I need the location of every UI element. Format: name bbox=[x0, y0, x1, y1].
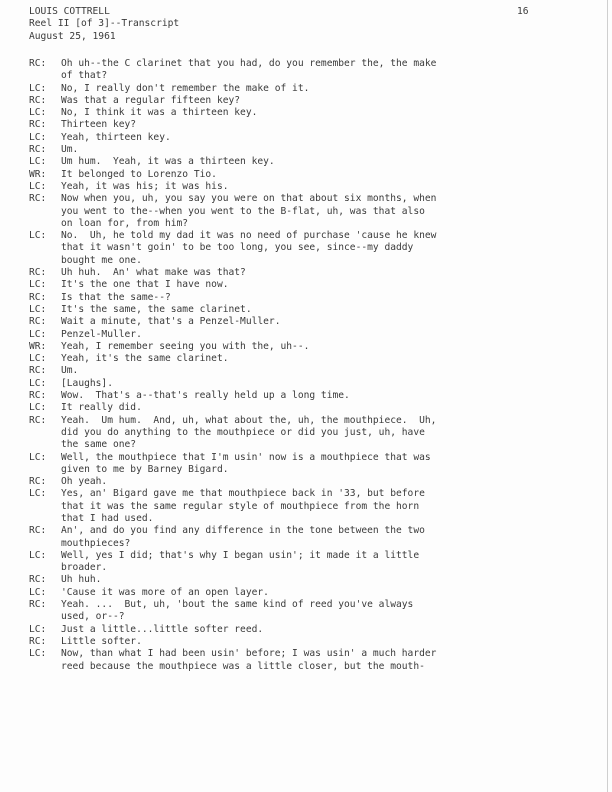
transcript-line bbox=[29, 132, 569, 144]
speaker-label: LC: bbox=[29, 549, 47, 561]
speaker-label: LC: bbox=[29, 303, 47, 315]
utterance-text: Now, than what I had been usin' before; I was usin' a much harder bbox=[61, 648, 437, 660]
speaker-label bbox=[29, 611, 61, 623]
utterance-text: Was that a regular fifteen key? bbox=[61, 94, 241, 106]
utterance-text: Yeah. Um hum. And, uh, what about the, uh, the mouthpiece. Uh, bbox=[61, 414, 437, 426]
utterance-text: Thirteen key? bbox=[61, 119, 137, 131]
speaker-label: RC: bbox=[29, 291, 47, 303]
transcript-line bbox=[29, 206, 569, 218]
transcript-line bbox=[29, 476, 569, 488]
speaker-label bbox=[29, 242, 61, 254]
transcript-line bbox=[29, 402, 569, 414]
utterance-text: Yeah, it's the same clarinet. bbox=[61, 353, 229, 365]
speaker-label bbox=[29, 661, 61, 673]
transcript-line bbox=[29, 156, 569, 168]
speaker-label: LC: bbox=[29, 402, 47, 414]
utterance-text: Yeah, I remember seeing you with the, uh--. bbox=[61, 340, 310, 352]
transcript-line bbox=[29, 562, 569, 574]
transcript-line bbox=[29, 488, 569, 500]
transcript-line bbox=[29, 525, 569, 537]
speaker-label bbox=[29, 206, 61, 218]
utterance-text: did you do anything to the mouthpiece or did you just, uh, have bbox=[61, 426, 425, 438]
utterance-text: Penzel-Muller. bbox=[61, 328, 142, 340]
transcript-line bbox=[29, 353, 569, 365]
utterance-text: of that? bbox=[61, 70, 108, 82]
utterance-text: Now when you, uh, you say you were on that about six months, when bbox=[61, 193, 437, 205]
utterance-text: It's the same, the same clarinet. bbox=[61, 303, 252, 315]
speaker-label: LC: bbox=[29, 131, 47, 143]
speaker-label: LC: bbox=[29, 156, 47, 168]
speaker-label: LC: bbox=[29, 279, 47, 291]
transcript-line bbox=[29, 464, 569, 476]
utterance-text: that I had used. bbox=[61, 512, 154, 524]
transcript-line bbox=[29, 378, 569, 390]
transcript-line bbox=[29, 218, 569, 230]
transcript-line bbox=[29, 83, 569, 95]
utterance-text: Yeah. ... But, uh, 'bout the same kind of reed you've always bbox=[61, 599, 414, 611]
utterance-text: Yeah, it was his; it was his. bbox=[61, 180, 229, 192]
utterance-text: It's the one that I have now. bbox=[61, 279, 229, 291]
document-header bbox=[29, 6, 179, 43]
speaker-label: RC: bbox=[29, 144, 47, 156]
utterance-text: Is that the same--? bbox=[61, 291, 171, 303]
utterance-text: An', and do you find any difference in the tone between the two bbox=[61, 525, 425, 537]
transcript-line bbox=[29, 587, 569, 599]
transcript-line bbox=[29, 255, 569, 267]
transcript-line bbox=[29, 70, 569, 82]
speaker-label bbox=[29, 439, 61, 451]
transcript-line bbox=[29, 230, 569, 242]
transcript-body bbox=[29, 58, 569, 673]
transcript-line bbox=[29, 611, 569, 623]
interviewee-name: LOUIS COTTRELL bbox=[29, 6, 110, 17]
utterance-text: Wait a minute, that's a Penzel-Muller. bbox=[61, 316, 281, 328]
utterance-text: the same one? bbox=[61, 439, 137, 451]
transcript-line bbox=[29, 119, 569, 131]
speaker-label: LC: bbox=[29, 488, 47, 500]
speaker-label: LC: bbox=[29, 107, 47, 119]
utterance-text: Well, yes I did; that's why I began usin'; it made it a little bbox=[61, 549, 420, 561]
transcript-line bbox=[29, 341, 569, 353]
reel-label: Reel II [of 3]--Transcript bbox=[29, 18, 180, 30]
transcript-line bbox=[29, 661, 569, 673]
speaker-label: LC: bbox=[29, 230, 47, 242]
speaker-label: RC: bbox=[29, 574, 47, 586]
speaker-label: RC: bbox=[29, 58, 47, 69]
transcript-line bbox=[29, 304, 569, 316]
utterance-text: Um. bbox=[61, 365, 79, 377]
transcript-line bbox=[29, 439, 569, 451]
speaker-label: LC: bbox=[29, 623, 47, 635]
speaker-label bbox=[29, 218, 61, 230]
transcript-line bbox=[29, 267, 569, 279]
speaker-label bbox=[29, 501, 61, 513]
transcript-line bbox=[29, 365, 569, 377]
utterance-text: Um hum. Yeah, it was a thirteen key. bbox=[61, 156, 275, 168]
speaker-label: WR: bbox=[29, 168, 47, 180]
utterance-text: Yes, an' Bigard gave me that mouthpiece back in '33, but before bbox=[61, 488, 425, 500]
speaker-label: LC: bbox=[29, 648, 47, 660]
speaker-label: LC: bbox=[29, 377, 47, 389]
utterance-text: Little softer. bbox=[61, 635, 142, 647]
page-number: 16 bbox=[517, 6, 529, 17]
transcript-line bbox=[29, 513, 569, 525]
speaker-label: WR: bbox=[29, 340, 47, 352]
transcript-line bbox=[29, 329, 569, 341]
utterance-text: on loan for, from him? bbox=[61, 217, 189, 229]
utterance-text: Well, the mouthpiece that I'm usin' now is a mouthpiece that was bbox=[61, 451, 431, 463]
speaker-label: RC: bbox=[29, 476, 47, 488]
transcript-line bbox=[29, 427, 569, 439]
transcript-line bbox=[29, 550, 569, 562]
scan-edge bbox=[607, 0, 608, 792]
speaker-label bbox=[29, 538, 61, 550]
transcript-line bbox=[29, 316, 569, 328]
transcript-line bbox=[29, 538, 569, 550]
speaker-label: LC: bbox=[29, 451, 47, 463]
utterance-text: that it wasn't goin' to be too long, you see, since--my daddy bbox=[61, 242, 414, 254]
speaker-label: RC: bbox=[29, 599, 47, 611]
speaker-label bbox=[29, 464, 61, 476]
interview-date: August 25, 1961 bbox=[29, 30, 116, 42]
transcript-line bbox=[29, 390, 569, 402]
transcript-line bbox=[29, 292, 569, 304]
utterance-text: [Laughs]. bbox=[61, 377, 113, 389]
utterance-text: No. Uh, he told my dad it was no need of purchase 'cause he knew bbox=[61, 230, 437, 242]
utterance-text: Uh huh. bbox=[61, 574, 102, 586]
speaker-label bbox=[29, 513, 61, 525]
speaker-label bbox=[29, 255, 61, 267]
transcript-line bbox=[29, 107, 569, 119]
utterance-text: Wow. That's a--that's really held up a long time. bbox=[61, 390, 350, 402]
transcript-line bbox=[29, 415, 569, 427]
speaker-label: RC: bbox=[29, 525, 47, 537]
speaker-label: RC: bbox=[29, 94, 47, 106]
utterance-text: Just a little...little softer reed. bbox=[61, 623, 264, 635]
utterance-text: you went to the--when you went to the B-flat, uh, was that also bbox=[61, 205, 425, 217]
utterance-text: No, I really don't remember the make of it. bbox=[61, 82, 310, 94]
speaker-label: LC: bbox=[29, 180, 47, 192]
transcript-line bbox=[29, 169, 569, 181]
utterance-text: Um. bbox=[61, 144, 79, 156]
utterance-text: Oh uh--the C clarinet that you had, do you remember the, the make bbox=[61, 58, 437, 69]
speaker-label: RC: bbox=[29, 119, 47, 131]
transcript-line bbox=[29, 574, 569, 586]
speaker-label bbox=[29, 427, 61, 439]
transcript-line bbox=[29, 181, 569, 193]
speaker-label: LC: bbox=[29, 353, 47, 365]
utterance-text: given to me by Barney Bigard. bbox=[61, 463, 229, 475]
transcript-line bbox=[29, 452, 569, 464]
utterance-text: broader. bbox=[61, 562, 108, 574]
utterance-text: mouthpieces? bbox=[61, 537, 131, 549]
transcript-line bbox=[29, 144, 569, 156]
transcript-line bbox=[29, 279, 569, 291]
utterance-text: Yeah, thirteen key. bbox=[61, 131, 171, 143]
transcript-line bbox=[29, 242, 569, 254]
speaker-label: RC: bbox=[29, 267, 47, 279]
transcript-line bbox=[29, 599, 569, 611]
utterance-text: 'Cause it was more of an open layer. bbox=[61, 586, 269, 598]
utterance-text: used, or--? bbox=[61, 611, 125, 623]
utterance-text: bought me one. bbox=[61, 254, 142, 266]
utterance-text: reed because the mouthpiece was a little closer, but the mouth- bbox=[61, 660, 425, 672]
speaker-label: RC: bbox=[29, 390, 47, 402]
speaker-label: LC: bbox=[29, 82, 47, 94]
utterance-text: Oh yeah. bbox=[61, 476, 108, 488]
speaker-label: RC: bbox=[29, 414, 47, 426]
transcript-line bbox=[29, 501, 569, 513]
speaker-label: RC: bbox=[29, 316, 47, 328]
transcript-line bbox=[29, 636, 569, 648]
speaker-label: RC: bbox=[29, 365, 47, 377]
utterance-text: Uh huh. An' what make was that? bbox=[61, 267, 246, 279]
transcript-line bbox=[29, 624, 569, 636]
transcript-line bbox=[29, 95, 569, 107]
utterance-text: It belonged to Lorenzo Tio. bbox=[61, 168, 217, 180]
transcript-line bbox=[29, 648, 569, 660]
utterance-text: No, I think it was a thirteen key. bbox=[61, 107, 258, 119]
speaker-label: RC: bbox=[29, 193, 47, 205]
transcript-line bbox=[29, 193, 569, 205]
speaker-label bbox=[29, 70, 61, 82]
utterance-text: that it was the same regular style of mouthpiece from the horn bbox=[61, 500, 420, 512]
speaker-label: LC: bbox=[29, 586, 47, 598]
speaker-label: LC: bbox=[29, 328, 47, 340]
utterance-text: It really did. bbox=[61, 402, 142, 414]
speaker-label: RC: bbox=[29, 635, 47, 647]
transcript-line bbox=[29, 58, 569, 70]
speaker-label bbox=[29, 562, 61, 574]
